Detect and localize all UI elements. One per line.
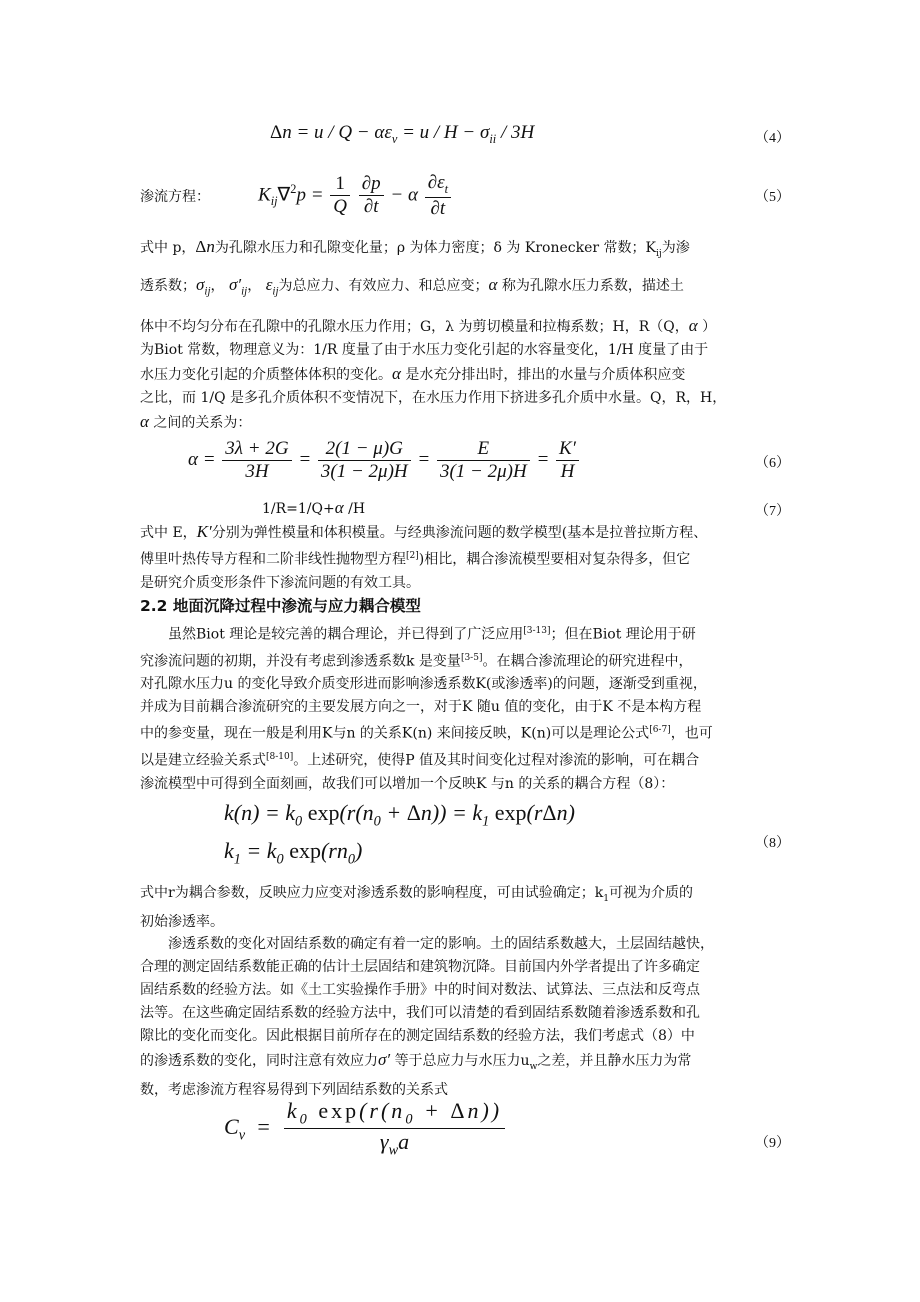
- section-heading: 2.2 地面沉降过程中渗流与应力耦合模型: [140, 597, 421, 615]
- para5-line-4: 法等。在这些确定固结系数的经验方法中，我们可以清楚的看到固结系数随着渗透系数和孔: [140, 1005, 700, 1021]
- citation-3-13: [3-13]: [523, 626, 551, 636]
- equation-8-line-2: $k_1 = k_0$ $\exp(rn_0)$: [224, 838, 363, 868]
- para1-line-2a: 透系数；: [140, 277, 196, 294]
- para5-line-7: 数，考虑渗流方程容易得到下列固结系数的关系式: [140, 1081, 448, 1098]
- equation-9-formula: $C_v$ = $\frac{k_0 \exp(r(n_0 + \Delta n))}{\gamma_wa}$: [224, 1098, 507, 1160]
- para5-line-6b: 等于总应力与水压力u: [394, 1053, 530, 1069]
- para3-line-5b: ，也可: [670, 725, 713, 742]
- equation-7-formula: 1/R=1/Q+α /H: [262, 498, 366, 517]
- para3-line-2: 究渗流问题的初期，并没有考虑到渗透系数k 是变量: [140, 653, 461, 670]
- para5-line-6c: 之差，并且静水压力为常: [537, 1053, 692, 1069]
- paragraph-model-comparison: 式中 E，K′分别为弹性模量和体积模量。与经典渗流问题的数学模型(基本是拉普拉斯方程、 傅里叶热传导方程和二阶非线性抛物型方程[2])相比，耦合渗流模型要相对复杂得多，但它 是研究介质变形条件下渗流问题的有效工具。: [140, 522, 708, 591]
- equation-4: [140, 122, 790, 152]
- para2-line-2: 傅里叶热传导方程和二阶非线性抛物型方程: [140, 551, 406, 568]
- para3-line-3: 对孔隙水压力u 的变化导致介质变形进而影响渗透系数K(或渗透率)的问题，逐渐受到重视，: [140, 676, 707, 693]
- equation-5-label: 渗流方程：: [140, 189, 210, 205]
- para5-line-5: 隙比的变化而变化。因此根据目前所存在的测定固结系数的经验方法，我们考虑式（8）中: [140, 1028, 695, 1044]
- para1-line-5: 水压力变化引起的介质整体体积的变化。: [140, 367, 392, 384]
- paragraph-consolidation-coefficient: 渗透系数的变化对固结系数的确定有着一定的影响。土的固结系数越大，土层固结越快， 合理的测定固结系数能正确的估计土层固结和建筑物沉降。目前国内外学者提出了许多确定 固结系数的经验方法。如《土工实验操作手册》中的时间对数法、试算法、三点法和反弯点 法等。在这些确定固结系数的经验方法中，我们可以清楚的看到固结系数随着渗透系数和孔 隙比的变化而变化。因此根据目前所存在的测定固结系数的经验方法，我们考虑式（8）中 的渗透系数的变化，同时注意有效应力σ′ 等于总应力与水压力$u_w$之差，并且静水压力为常 数，考虑渗流方程容易得到下列固结系数的关系式: [140, 936, 714, 1098]
- para5-line-1: 渗透系数的变化对固结系数的确定有着一定的影响。土的固结系数越大，土层固结越快，: [168, 936, 714, 952]
- paragraph-coupling-theory: [140, 620, 790, 796]
- para3-line-2b: 。在耦合渗流理论的研究进程中，: [482, 653, 693, 670]
- para5-line-3: 固结系数的经验方法。如《土工实验操作手册》中的时间对数法、试算法、三点法和反弯点: [140, 982, 700, 998]
- para1-line-2b: 为总应力、有效应力、和总应变；: [278, 277, 489, 294]
- equation-7-number: （7）: [755, 504, 790, 519]
- para4-line-2: 初始渗透率。: [140, 913, 224, 930]
- para5-line-2: 合理的测定固结系数能正确的估计土层固结和建筑物沉降。目前国内外学者提出了许多确定: [140, 959, 700, 975]
- para5-line-6: 的渗透系数的变化，同时注意有效应力: [140, 1053, 378, 1069]
- equation-4-formula: $\Delta n = u / Q - \alpha\varepsilon_v = u / H - \sigma_{ii} / 3H$: [270, 122, 535, 146]
- equation-5-formula: $K_{ij}\nabla^2p$ = $\frac{1}{Q}$ $\frac{\partial p}{\partial t}$ − α $\frac{\partial\varepsilon_t}{\partial t}$: [258, 172, 453, 220]
- para3-line-6b: 。上述研究，使得P 值及其时间变化过程对渗流的影响，可在耦合: [293, 752, 700, 769]
- para1-line-4: 为Biot 常数，物理意义为：1/R 度量了由于水压力变化引起的水容量变化，1/H 度量了由于: [140, 342, 709, 359]
- para3-line-1: 虽然Biot 理论是较完善的耦合理论，并已得到了广泛应用: [168, 626, 524, 643]
- para4-line-1b: 可视为介质的: [608, 885, 693, 901]
- equation-4-number: （4）: [755, 131, 790, 146]
- equation-7: [140, 496, 790, 520]
- para3-line-5: 中的参变量，现在一般是利用K与n 的关系K(n) 来间接反映，K(n)可以是理论公式: [140, 725, 650, 742]
- para1-line-7: 之间的关系为：: [153, 415, 252, 432]
- citation-3-5: [3-5]: [460, 652, 483, 663]
- para3-line-7: 渗流模型中可得到全面刻画，故我们可以增加一个反映K 与n 的关系的耦合方程（8）：: [140, 775, 675, 792]
- para2-line-1a: 式中 E，: [140, 525, 197, 541]
- para1-line-1a: 式中 p，: [140, 240, 196, 256]
- equation-5: [140, 172, 790, 222]
- para1-line-1c: 为渗: [661, 240, 690, 256]
- citation-8-10: [8-10]: [266, 751, 294, 762]
- para1-line-3b: ）: [702, 319, 717, 336]
- paragraph-symbol-definitions: 式中 p，Δn为孔隙水压力和孔隙变化量；ρ 为体力密度；δ 为 Kronecker 常数；$K_{ij}$为渗 透系数；$\sigma_{ij}$， $\sigma'_{ij}$， $\varepsilon_{ij}$为总应力、有效应力、和总应变；α 称为孔隙水压力系数，描述土 体中不均匀分布在孔隙中的孔隙水压力作用；G，λ 为剪切模量和拉梅系数；H，R（Q，α ） 为Biot 常数，物理意义为：1/R 度量了由于水压力变化引起的水容量变化，1/H 度量了由于 水压力变化引起的介质整体体积的变化。α 是水充分排出时，排出的水量与介质体积应变 之比，而 1/Q 是多孔介质体积不变情况下，在水压力作用下挤进多孔介质中水量。Q，R，H， α 之间的关系为：: [140, 237, 727, 432]
- para4-line-1: 式中r为耦合参数，反映应力应变对渗透系数的影响程度，可由试验确定；k: [140, 885, 604, 901]
- para1-line-6: 之比，而 1/Q 是多孔介质体积不变情况下，在水压力作用下挤进多孔介质中水量。Q，R，H，: [140, 390, 727, 407]
- para1-line-2c: 称为孔隙水压力系数，描述土: [501, 277, 684, 294]
- citation-2: [2]: [406, 551, 419, 561]
- para2-line-2b: )相比，耦合渗流模型要相对复杂得多，但它: [418, 551, 691, 568]
- equation-7-left: 1/R=1/Q+: [262, 501, 335, 517]
- para2-line-3: 是研究介质变形条件下渗流问题的有效工具。: [140, 574, 420, 591]
- equation-6: [140, 438, 790, 488]
- equation-7-right: /H: [348, 501, 366, 517]
- para3-line-1b: ；但在Biot 理论用于研: [550, 626, 696, 643]
- equation-6-number: （6）: [755, 456, 790, 471]
- equation-8-number: （8）: [755, 836, 790, 851]
- para3-line-6: 以是建立经验关系式: [140, 752, 266, 769]
- equation-6-formula: α = $\frac{3\lambda + 2G}{3H}$ = $\frac{2(1 - \mu)G}{3(1 - 2\mu)H}$ = $\frac{E}{3(1 - 2\mu)H}$ = $\frac{K'}{H}$: [188, 438, 581, 483]
- para1-line-3: 体中不均匀分布在孔隙中的孔隙水压力作用；G，λ 为剪切模量和拉梅系数；H，R（Q，: [140, 319, 689, 336]
- equation-9: [140, 1098, 790, 1168]
- para1-line-1b: 为孔隙水压力和孔隙变化量；ρ 为体力密度；δ 为 Kronecker 常数；K: [214, 240, 656, 256]
- citation-6-7: [6-7]: [649, 725, 671, 736]
- equation-9-number: （9）: [755, 1136, 790, 1151]
- equation-5-number: （5）: [755, 190, 790, 205]
- equation-8-line-1: $k(n) = k_0$ $\exp(r(n_0 + \Delta n)) = k_1$ exp(rΔn): [224, 800, 575, 830]
- para3-line-4: 并成为目前耦合渗流研究的主要发展方向之一，对于K 随u 值的变化，由于K 不是本构方程: [140, 699, 702, 716]
- para1-line-5b: 是水充分排出时，排出的水量与介质体积应变: [405, 367, 686, 384]
- para2-line-1b: 分别为弹性模量和体积模量。与经典渗流问题的数学模型(基本是拉普拉斯方程、: [211, 525, 708, 541]
- paragraph-coupling-parameter: 式中r为耦合参数，反映应力应变对渗透系数的影响程度，可由试验确定；$k_1$可视为介质的 初始渗透率。: [140, 885, 693, 930]
- equation-8: [140, 796, 790, 872]
